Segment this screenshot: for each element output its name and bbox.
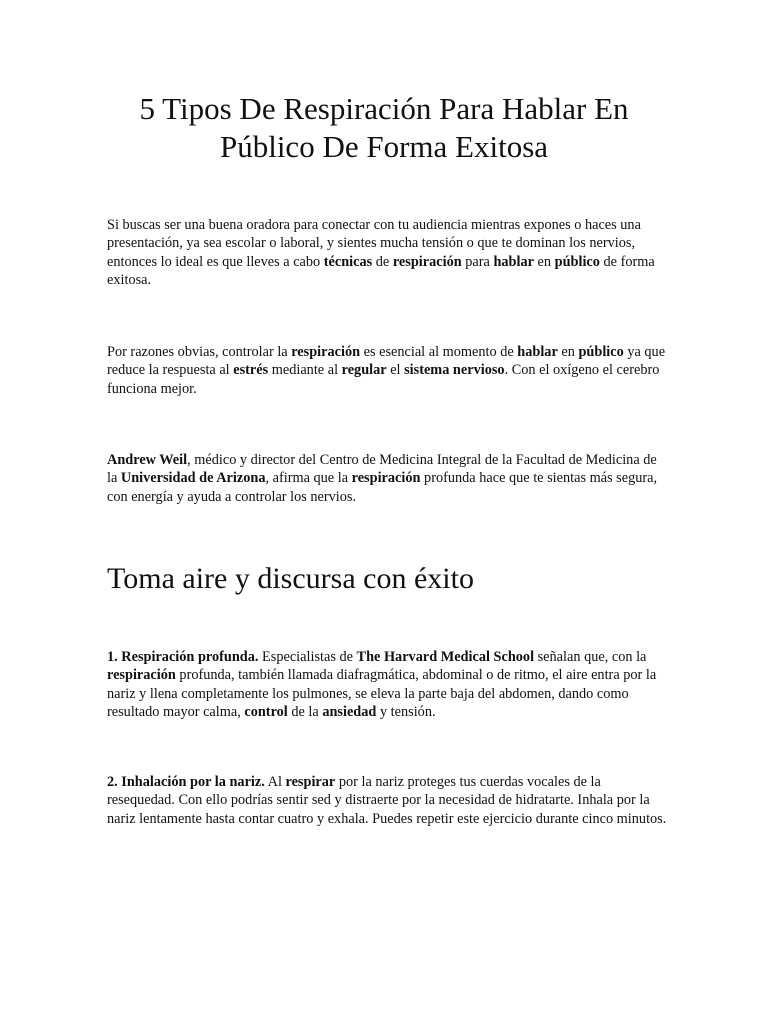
text-run: , médico y director del Centro de Medicina Integral de la Facultad de Medicina de la [107,452,657,487]
text-run: el [386,362,405,379]
reasons-paragraph [107,343,667,398]
bold-term: regular [341,362,387,379]
list-item-nose-inhalation [107,773,667,828]
text-run: de la [287,703,323,720]
item-heading: 2. Inhalación por la nariz. [107,774,265,790]
text-run: Si buscas ser una buena oradora para conectar con tu audiencia mientras expones o haces una presentación, ya sea escolar o laboral, y sientes mucha tensión o que te dominan los nervios, entonces lo ideal es que lleves a cabo [107,217,641,270]
title-line-2: Público De Forma Exitosa [219,129,549,164]
text-run: en [557,344,579,360]
text-run: profunda, también llamada diafragmática, abdominal o de ritmo, el aire entra por la nariz y llena completamente los pulmones, se eleva la parte baja del abdomen, dando como resultado mayor calma, [107,667,657,720]
text-run: de forma exitosa. [107,253,655,288]
item-heading: 1. Respiración profunda. [107,649,259,665]
page-title [100,90,668,166]
text-run: para [461,253,494,270]
bold-term: estrés [233,362,269,379]
text-run: y tensión. [376,703,436,720]
section-heading: Toma aire y discursa con éxito [107,562,474,595]
bold-term: público [554,253,600,270]
text-run: ya que reduce la respuesta al [107,344,666,379]
text-run: . Con el oxígeno el cerebro funciona mejor. [107,362,660,397]
bold-term: The Harvard Medical School [356,649,535,665]
bold-term: público [578,344,624,360]
text-run: de [372,253,393,270]
bold-term: Universidad de Arizona [120,470,266,487]
bold-term: respiración [392,253,462,270]
bold-term: hablar [517,344,558,360]
bold-term: ansiedad [322,703,377,720]
text-run: señalan que, con la [534,649,647,665]
list-item-deep-breathing [107,648,667,721]
bold-term: respirar [285,774,336,790]
text-run: , afirma que la [265,470,352,487]
bold-term: control [244,703,288,720]
intro-paragraph [107,216,667,289]
text-run: por la nariz proteges tus cuerdas vocales de la resequedad. Con ello podrías sentir sed y distraerte por la necesidad de hidratarte. Inhala por la nariz lentamente hasta contar cuatro y exhala. Puedes repetir este ejercicio durante cinco minutos. [107,774,667,827]
bold-term: sistema nervioso [404,362,505,379]
text-run: es esencial al momento de [360,344,518,360]
text-run: Al [264,774,286,790]
text-run: profunda hace que te sientas más segura, con energía y ayuda a controlar los nervios. [107,470,658,505]
text-run: Especialistas de [258,649,357,665]
title-line-1: 5 Tipos De Respiración Para Hablar En [139,91,629,126]
bold-term: respiración [351,470,421,487]
bold-term: respiración [291,344,361,360]
text-run: Por razones obvias, controlar la [107,344,292,360]
bold-term: Andrew Weil [107,452,188,468]
bold-term: hablar [493,253,534,270]
weil-paragraph [107,451,667,506]
bold-term: respiración [107,667,176,684]
text-run: en [533,253,555,270]
text-run: mediante al [268,362,342,379]
bold-term: técnicas [323,253,373,270]
